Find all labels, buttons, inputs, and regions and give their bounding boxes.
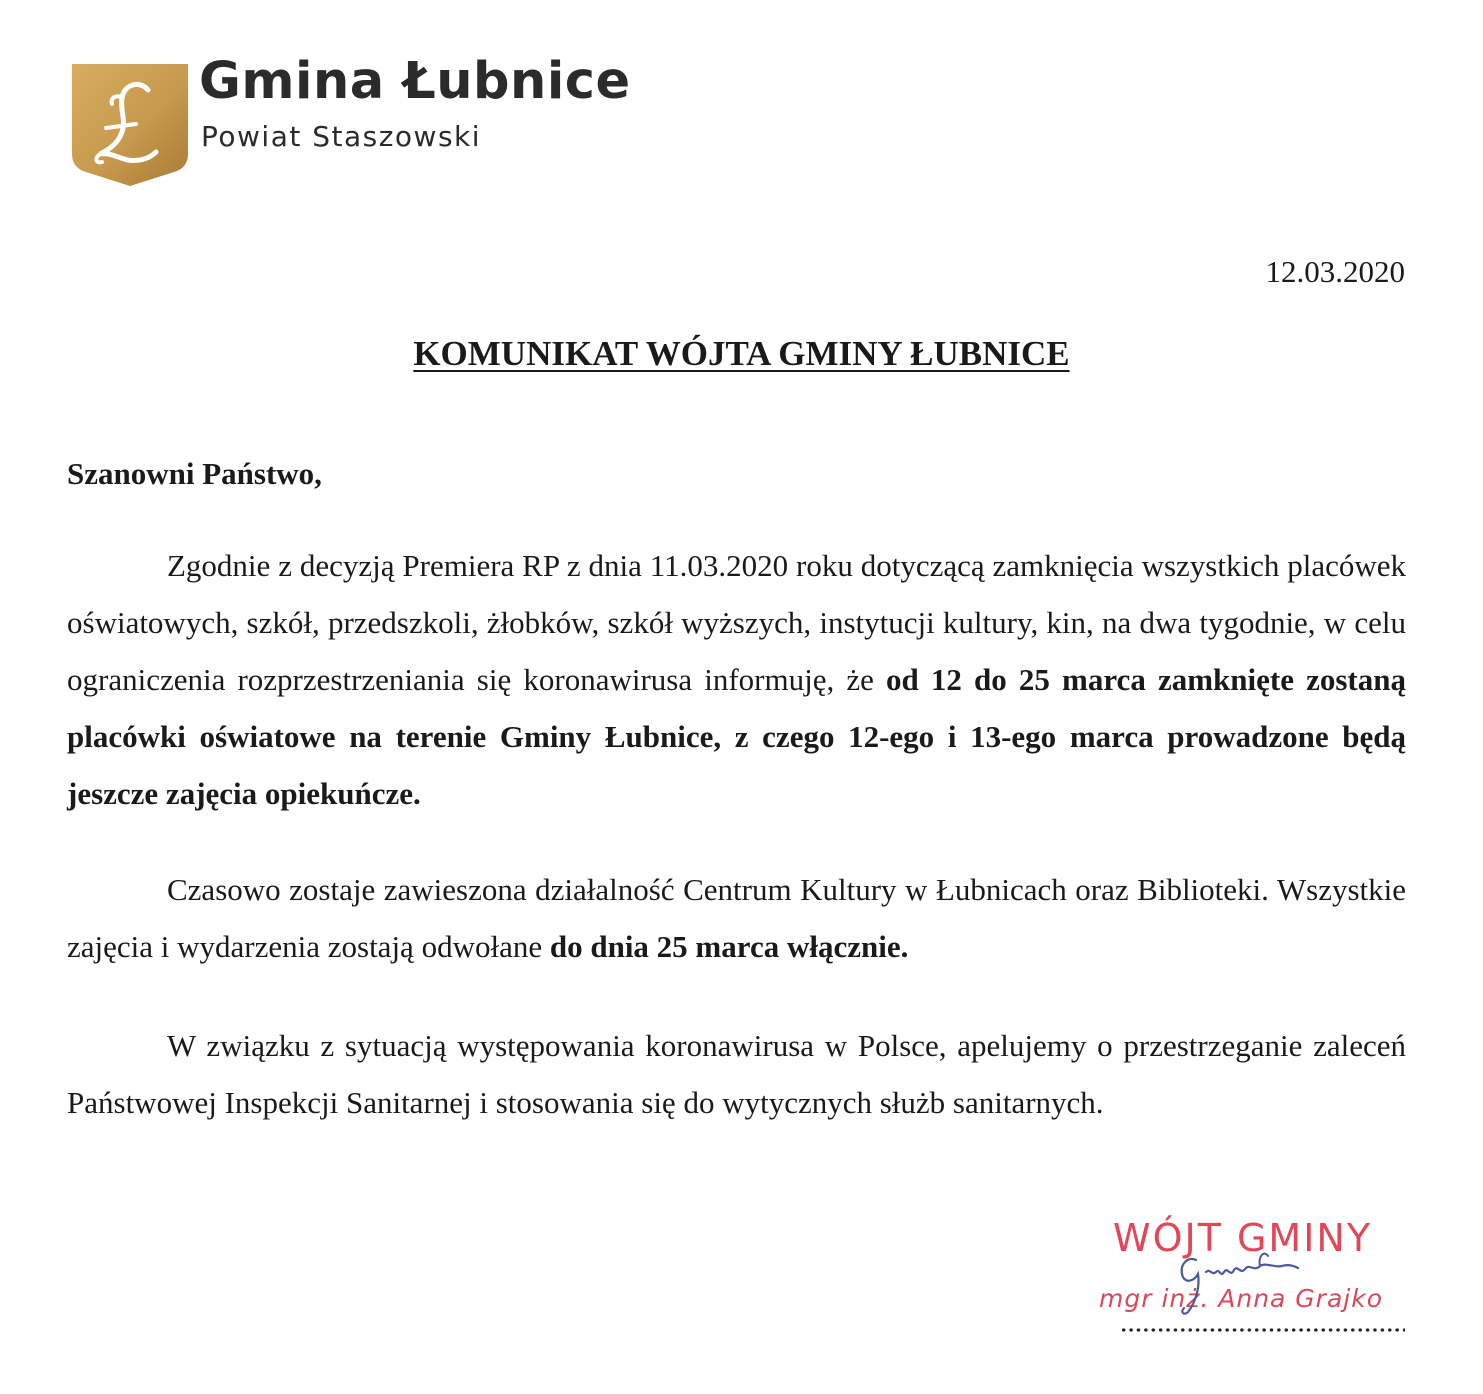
letter-title xyxy=(0,334,1483,374)
org-subtitle: Powiat Staszowski xyxy=(201,120,482,153)
signature-dotted-line xyxy=(1120,1326,1405,1334)
paragraph-1 xyxy=(67,537,1406,822)
paragraph-2 xyxy=(67,861,1406,975)
paragraph-1-text: Zgodnie z decyzją Premiera RP z dnia 11.03.2020 roku dotyczącą zamknięcia wszystkich placówek oświatowych, szkół, przedszkoli, żłobków, szkół wyższych, instytucji kultury, kin, na dwa tygodnie, w celu ograniczenia rozprzestrzeniania się koronawirusa informuję, że xyxy=(67,548,1406,697)
paragraph-3-text: W związku z sytuacją występowania koronawirusa w Polsce, apelujemy o przestrzeganie zaleceń Państwowej Inspekcji Sanitarnej i stosowania się do wytycznych służb sanitarnych. xyxy=(67,1028,1406,1120)
letter-title-text: KOMUNIKAT WÓJTA GMINY ŁUBNICE xyxy=(413,334,1070,373)
paragraph-2-text: Czasowo zostaje zawieszona działalność Centrum Kultury w Łubnicach oraz Biblioteki. Wszystkie zajęcia i wydarzenia zostają odwołane xyxy=(67,872,1406,964)
paragraph-2-bold: do dnia 25 marca włącznie. xyxy=(549,929,909,964)
handwritten-signature xyxy=(1170,1242,1320,1322)
salutation: Szanowni Państwo, xyxy=(67,456,322,491)
stamp-title: WÓJT GMINY xyxy=(1113,1216,1373,1260)
letter-date: 12.03.2020 xyxy=(1265,254,1405,289)
paragraph-1-bold: od 12 do 25 marca zamknięte zostaną placówki oświatowe na terenie Gminy Łubnice, z czego 12-ego i 13-ego marca prowadzone będą jeszcze zajęcia opiekuńcze. xyxy=(67,662,1406,811)
stamp-name: mgr inż. Anna Grajko xyxy=(1099,1284,1384,1313)
paragraph-3 xyxy=(67,1017,1406,1131)
gmina-logo-shield-icon xyxy=(70,62,190,188)
org-name: Gmina Łubnice xyxy=(199,52,631,111)
